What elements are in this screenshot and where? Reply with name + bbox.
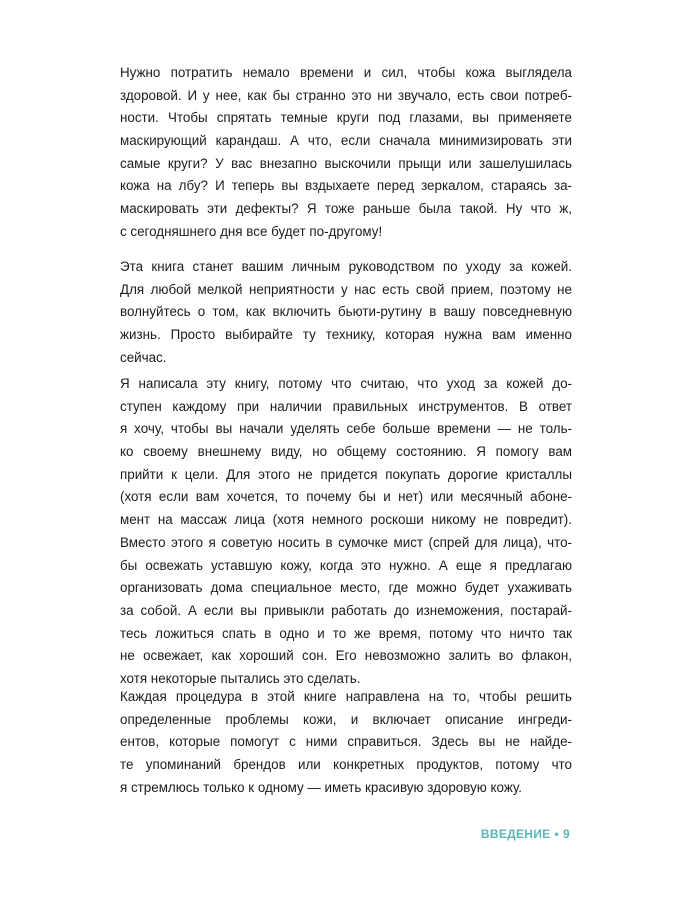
text-line: Нужно потратить немало времени и сил, чтобы кожа выглядела — [120, 65, 572, 80]
text-line: ко своему внешнему виду, но общему состоянию. Я помогу вам — [120, 444, 572, 460]
text-line: определенные проблемы кожи, и включает описание ингреди- — [120, 711, 572, 727]
text-line: Я написала эту книгу, потому что считаю, что уход за кожей до- — [120, 376, 572, 391]
paragraph-4 — [120, 686, 572, 799]
text-line: я хочу, чтобы вы начали уделять себе больше времени — не толь- — [120, 421, 572, 437]
text-line: кожа на лбу? И теперь вы вздыхаете перед зеркалом, стараясь за- — [120, 178, 572, 194]
text-line: те упоминаний брендов или конкретных продуктов, потому что — [120, 757, 572, 773]
page-number: 9 — [563, 827, 570, 841]
text-line: маскировать эти дефекты? Я тоже раньше была такой. Ну что ж, — [120, 201, 572, 217]
footer-separator: • — [554, 827, 560, 841]
paragraph-1 — [120, 62, 572, 244]
text-line: жизнь. Просто выбирайте ту технику, которая нужна вам именно — [120, 327, 572, 343]
text-line: Вместо этого я советую носить в сумочке мист (спрей для лица), что- — [120, 534, 572, 550]
page-footer — [481, 827, 570, 841]
text-line: хотя некоторые пытались это сделать. — [120, 670, 361, 686]
text-line: с сегодняшнего дня все будет по-другому! — [120, 223, 383, 239]
text-line: тесь ложиться спать в одно и то же время, потому что ничто так — [120, 625, 572, 641]
text-line: за собой. А если вы привыкли работать до изнеможения, постарай- — [120, 602, 572, 618]
text-line: самые круги? У вас внезапно выскочили прыщи или зашелушилась — [120, 155, 572, 171]
text-line: маскирующий карандаш. А что, если сначала минимизировать эти — [120, 133, 572, 149]
text-line: прийти к цели. Для этого не придется покупать дорогие кристаллы — [120, 466, 572, 482]
section-title: ВВЕДЕНИЕ — [480, 827, 551, 841]
text-line: не освежает, как хороший сон. Его невозможно залить во флакон, — [120, 648, 572, 664]
text-line: я стремлюсь только к одному — иметь красивую здоровую кожу. — [120, 779, 523, 795]
text-line: ности. Чтобы спрятать темные круги под глазами, вы применяете — [120, 110, 572, 126]
paragraph-3 — [120, 373, 572, 691]
text-line: волнуйтесь о том, как включить бьюти-рутину в вашу повседневную — [120, 304, 572, 320]
text-line: организовать дома специальное место, где можно будет ухаживать — [120, 580, 572, 596]
text-line: здоровой. И у нее, как бы странно это ни звучало, есть свои потреб- — [120, 87, 572, 103]
text-line: ентов, которые помогут с ними справиться. Здесь вы не найде- — [120, 734, 572, 750]
text-line: Для любой мелкой неприятности у нас есть свой прием, поэтому не — [120, 281, 572, 297]
text-line: ступен каждому при наличии правильных инструментов. В ответ — [120, 398, 572, 414]
paragraph-2 — [120, 256, 572, 369]
text-line: (хотя если вам хочется, то почему бы и нет) или месячный абоне- — [120, 489, 572, 505]
text-line: мент на массаж лица (хотя немного роскоши никому не повредит). — [120, 512, 572, 528]
text-line: Каждая процедура в этой книге направлена на то, чтобы решить — [120, 689, 572, 704]
text-line: бы освежать уставшую кожу, когда это нужно. А еще я предлагаю — [120, 557, 572, 573]
text-line: сейчас. — [120, 349, 167, 365]
text-line: Эта книга станет вашим личным руководством по уходу за кожей. — [120, 259, 572, 274]
